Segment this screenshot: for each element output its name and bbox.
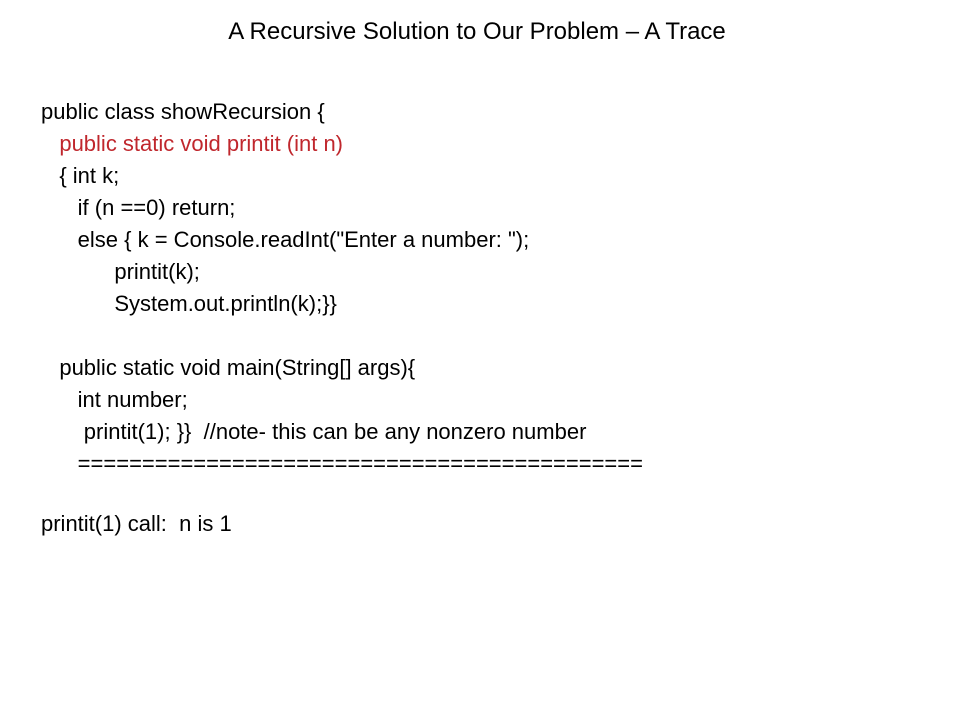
- code-line-if-return: if (n ==0) return;: [41, 195, 236, 220]
- code-line-printit-signature: public static void printit (int n): [41, 131, 344, 156]
- code-line-int-k: { int k;: [41, 163, 120, 188]
- code-line-blank: [41, 320, 941, 352]
- trace-line: printit(1) call: n is 1: [41, 511, 232, 536]
- code-line-printit-call: printit(k);: [41, 259, 200, 284]
- code-line-println: System.out.println(k);}}: [41, 291, 337, 316]
- code-separator: ============================================: [41, 451, 643, 476]
- code-line-int-number: int number;: [41, 387, 188, 412]
- code-line-printit-1-note: printit(1); }} //note- this can be any nonzero number: [41, 419, 587, 444]
- slide-title: A Recursive Solution to Our Problem – A Trace: [228, 18, 726, 45]
- code-line-main-signature: public static void main(String[] args){: [41, 355, 416, 380]
- code-line-else-readint: else { k = Console.readInt("Enter a number: ");: [41, 227, 530, 252]
- code-block: [41, 96, 941, 480]
- code-line-class-declaration: public class showRecursion {: [41, 99, 325, 124]
